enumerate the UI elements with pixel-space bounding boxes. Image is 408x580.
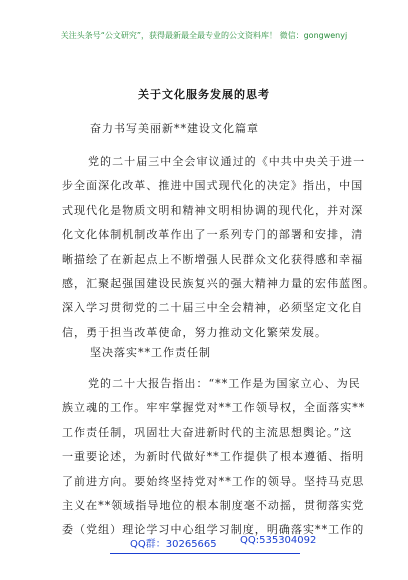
paragraph-line: 深入学习贯彻党的二十届三中全会精神，必须坚定文化自 <box>62 301 364 315</box>
paragraph-line: 感，汇聚起强国建设民族复兴的强大精神力量的宏伟蓝图。 <box>62 276 376 290</box>
paragraph-line: 族立魂的工作。牢牢掌握党对**工作领导权，全面落实** <box>62 401 366 415</box>
document-title: 关于文化服务发展的思考 <box>138 88 270 101</box>
paragraph-1 <box>62 150 376 345</box>
qq-group-number: QQ群：30265665 <box>130 539 217 550</box>
paragraph-2 <box>62 372 366 543</box>
paragraph-line: 党的二十大报告指出：“**工作是为国家立心、为民 <box>88 377 361 390</box>
section-heading-2: 坚决落实**工作责任制 <box>90 346 211 359</box>
paragraph-line: 步全面深化改革、推进中国式现代化的决定》指出，中国 <box>62 179 364 193</box>
top-banner: 关注头条号“公文研究”，获得最新最全最专业的公文资料库！ 微信：gongwenyj <box>60 31 348 40</box>
section-heading-1: 奋力书写美丽新**建设文化篇章 <box>90 122 259 135</box>
paragraph-line: 化文化体制机制改革作出了一系列专门的部署和安排，清 <box>62 228 364 242</box>
qq-number: QQ:535304092 <box>240 535 317 546</box>
paragraph-line: 工作责任制，巩固壮大奋进新时代的主流思想舆论。”这 <box>62 425 353 439</box>
footer-divider <box>110 553 300 554</box>
paragraph-line: 党的二十届三中全会审议通过的《中共中央关于进一 <box>88 155 366 168</box>
paragraph-line: 了前进方向。要始终坚持党对**工作的领导。坚持马克思 <box>62 474 365 488</box>
paragraph-line: 一重要论述，为新时代做好**工作提供了根本遵循、指明 <box>62 450 365 464</box>
paragraph-line: 晰描绘了在新起点上不断增强人民群众文化获得感和幸福 <box>62 252 364 266</box>
paragraph-line: 信，勇于担当改革使命，努力推动文化繁荣发展。 <box>62 325 328 339</box>
paragraph-line: 委（党组）理论学习中心组学习制度，明确落实**工作的 <box>62 523 365 537</box>
paragraph-line: 主义在**领域指导地位的根本制度毫不动摇，贯彻落实党 <box>62 498 365 512</box>
paragraph-line: 式现代化是物质文明和精神文明相协调的现代化，并对深 <box>62 203 364 217</box>
